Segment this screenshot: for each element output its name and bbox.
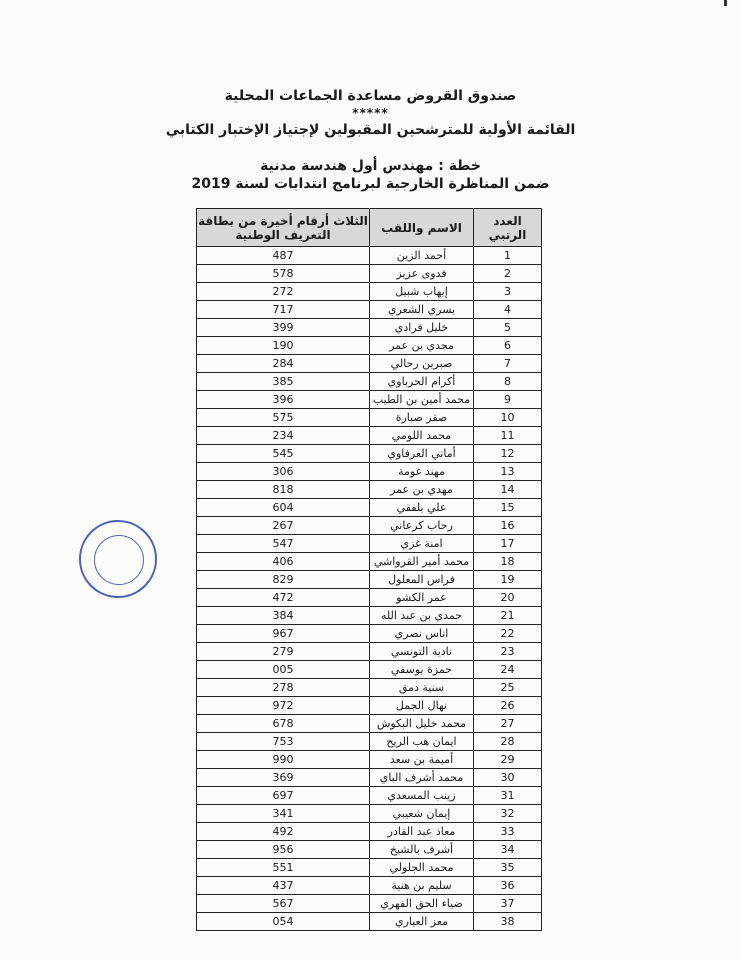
cell-name: يسري الشعري [370,301,474,319]
cell-id-digits: 604 [197,499,370,517]
cell-name: ايمان هب الريح [370,733,474,751]
table-row [197,499,542,517]
cell-name: أشرف بالشيخ [370,841,474,859]
cell-rank: 28 [474,733,542,751]
cell-id-digits: 717 [197,301,370,319]
cell-name: فراس المعلول [370,571,474,589]
cell-rank: 7 [474,355,542,373]
table-header-row [197,209,542,247]
cell-id-digits: 284 [197,355,370,373]
cell-id-digits: 547 [197,535,370,553]
cell-name: أحمد الزين [370,247,474,265]
table-row [197,319,542,337]
cell-rank: 2 [474,265,542,283]
cell-name: محمد أمير القرواشي [370,553,474,571]
cell-id-digits: 829 [197,571,370,589]
cell-name: امنة غزي [370,535,474,553]
cell-id-digits: 384 [197,607,370,625]
cell-rank: 14 [474,481,542,499]
organization-title: صندوق القروض مساعدة الجماعات المحلية [224,88,517,104]
cell-rank: 30 [474,769,542,787]
cell-rank: 13 [474,463,542,481]
cell-id-digits: 234 [197,427,370,445]
cell-rank: 10 [474,409,542,427]
table-row [197,679,542,697]
cell-name: معز العياري [370,913,474,931]
cell-id-digits: 396 [197,391,370,409]
stamp-inner-ring [94,535,144,585]
cell-id-digits: 279 [197,643,370,661]
cell-name: علي بلفقي [370,499,474,517]
cell-rank: 29 [474,751,542,769]
cell-rank: 33 [474,823,542,841]
header-rank: العدد الرتبي [474,209,542,247]
table-row [197,247,542,265]
table-row [197,805,542,823]
cell-id-digits: 753 [197,733,370,751]
cell-name: محمد الجلولي [370,859,474,877]
cell-name: خليل فرادي [370,319,474,337]
cell-rank: 19 [474,571,542,589]
cell-name: صقر صبارة [370,409,474,427]
cell-name: عمر الكشو [370,589,474,607]
table-row [197,373,542,391]
cell-id-digits: 054 [197,913,370,931]
cell-id-digits: 437 [197,877,370,895]
cell-rank: 1 [474,247,542,265]
cell-rank: 9 [474,391,542,409]
cell-name: معاذ عبد القادر [370,823,474,841]
cell-name: صبرين رحالي [370,355,474,373]
table-body [197,247,542,931]
cell-rank: 25 [474,679,542,697]
cell-rank: 37 [474,895,542,913]
cell-rank: 20 [474,589,542,607]
cell-name: حمزة يوسفي [370,661,474,679]
cell-id-digits: 472 [197,589,370,607]
cell-id-digits: 267 [197,517,370,535]
table-row [197,661,542,679]
cell-rank: 18 [474,553,542,571]
table-row [197,535,542,553]
table-row [197,751,542,769]
cell-rank: 17 [474,535,542,553]
cell-id-digits: 487 [197,247,370,265]
position-title: خطة : مهندس أول هندسة مدنية [260,158,481,174]
cell-name: إيهاب شبيل [370,283,474,301]
cell-name: أماني العرفاوي [370,445,474,463]
table-row [197,571,542,589]
cell-rank: 16 [474,517,542,535]
table-row [197,589,542,607]
table-row [197,337,542,355]
cell-name: حمدي بن عبد الله [370,607,474,625]
cell-name: إيمان شعيبي [370,805,474,823]
table-row [197,769,542,787]
cell-id-digits: 818 [197,481,370,499]
table-row [197,301,542,319]
official-stamp-icon [79,520,157,598]
header-id-digits: الثلاث أرقام أخيرة من بطاقة التعريف الوطنية [197,209,370,247]
cell-rank: 22 [474,625,542,643]
cell-name: سليم بن هنية [370,877,474,895]
cell-name: محمد خليل البكوش [370,715,474,733]
cell-rank: 21 [474,607,542,625]
table-row [197,463,542,481]
cell-rank: 38 [474,913,542,931]
cell-rank: 5 [474,319,542,337]
candidates-table [196,208,542,931]
cell-name: محمد أمين بن الطيب [370,391,474,409]
cell-rank: 24 [474,661,542,679]
table-row [197,445,542,463]
cell-rank: 32 [474,805,542,823]
cell-id-digits: 306 [197,463,370,481]
cell-rank: 3 [474,283,542,301]
cell-id-digits: 567 [197,895,370,913]
table-row [197,715,542,733]
table-row [197,697,542,715]
cell-rank: 35 [474,859,542,877]
cell-id-digits: 369 [197,769,370,787]
cell-rank: 31 [474,787,542,805]
cell-id-digits: 406 [197,553,370,571]
table-row [197,913,542,931]
cell-name: مهدي بن عمر [370,481,474,499]
table-row [197,409,542,427]
cell-rank: 6 [474,337,542,355]
table-row [197,733,542,751]
cell-id-digits: 399 [197,319,370,337]
table-row [197,823,542,841]
table-row [197,787,542,805]
cell-name: نادية التونسي [370,643,474,661]
cell-rank: 12 [474,445,542,463]
table-row [197,643,542,661]
table-row [197,553,542,571]
cell-id-digits: 005 [197,661,370,679]
cell-id-digits: 551 [197,859,370,877]
cell-id-digits: 967 [197,625,370,643]
cell-id-digits: 278 [197,679,370,697]
list-title: القائمة الأولية للمترشحين المقبولين لإجتياز الإختبار الكتابي [165,122,576,138]
table-row [197,265,542,283]
table-row [197,895,542,913]
table-row [197,859,542,877]
cell-name: اناس نصري [370,625,474,643]
cell-id-digits: 578 [197,265,370,283]
cell-name: رحاب كرعاني [370,517,474,535]
cell-rank: 34 [474,841,542,859]
cell-name: محمد اللومي [370,427,474,445]
cell-name: زينب المسعدي [370,787,474,805]
table-row [197,481,542,499]
table-row [197,391,542,409]
cell-id-digits: 697 [197,787,370,805]
table-row [197,607,542,625]
cell-name: فدوى عزيز [370,265,474,283]
cell-rank: 26 [474,697,542,715]
cell-id-digits: 545 [197,445,370,463]
cell-id-digits: 956 [197,841,370,859]
cell-name: سنية دمق [370,679,474,697]
cell-rank: 36 [474,877,542,895]
cell-id-digits: 990 [197,751,370,769]
cell-id-digits: 575 [197,409,370,427]
cell-rank: 4 [474,301,542,319]
cell-id-digits: 385 [197,373,370,391]
competition-subtitle: ضمن المناظرة الخارجية لبرنامج انتدابات لسنة 2019 [191,176,550,192]
cell-id-digits: 341 [197,805,370,823]
cell-rank: 23 [474,643,542,661]
cell-id-digits: 678 [197,715,370,733]
cell-name: محمد أشرف الباي [370,769,474,787]
table-row [197,517,542,535]
cell-name: مجدي بن عمر [370,337,474,355]
cell-id-digits: 272 [197,283,370,301]
cell-rank: 15 [474,499,542,517]
cell-id-digits: 190 [197,337,370,355]
table-row [197,625,542,643]
cell-rank: 8 [474,373,542,391]
cell-name: ضياء الحق الفهري [370,895,474,913]
cell-id-digits: 972 [197,697,370,715]
cell-id-digits: 492 [197,823,370,841]
corner-mark [724,0,727,6]
cell-name: أميمة بن سعد [370,751,474,769]
header-name: الاسم واللقب [370,209,474,247]
cell-name: نهال الجمل [370,697,474,715]
table-row [197,877,542,895]
table-row [197,427,542,445]
cell-rank: 27 [474,715,542,733]
cell-name: مهند غومة [370,463,474,481]
table-row [197,355,542,373]
separator-stars: ***** [352,106,389,120]
cell-rank: 11 [474,427,542,445]
table-row [197,841,542,859]
table-row [197,283,542,301]
cell-name: أكرام الحرباوي [370,373,474,391]
